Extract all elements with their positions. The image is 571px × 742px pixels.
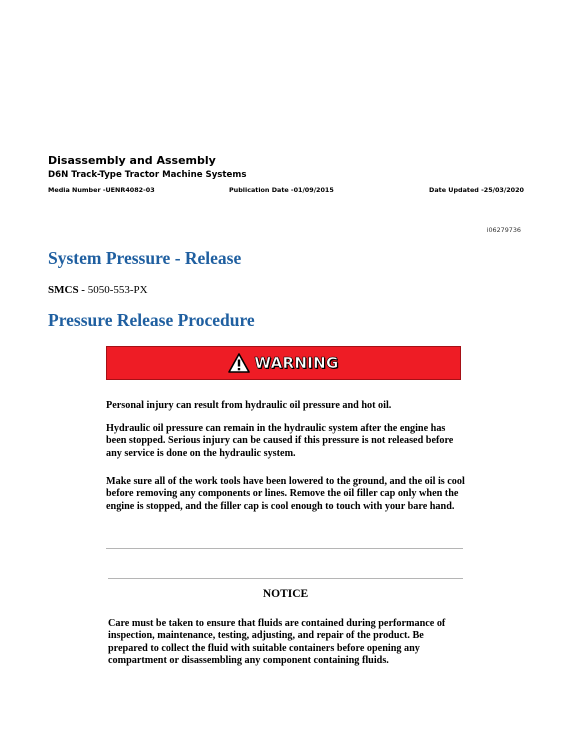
warning-paragraph-2: Hydraulic oil pressure can remain in the hydraulic system after the engine has been stopped. Serious injury can be caused if this pressure is not released before any service is done on the hydraulic system.	[106, 423, 454, 459]
warning-paragraph-3: Make sure all of the work tools have been lowered to the ground, and the oil is cool before removing any components or lines. Remove the oil filler cap only when the engine is stopped, and the filler cap is cool enough to touch with your bare hand.	[106, 476, 465, 512]
warning-triangle-icon	[228, 353, 250, 373]
notice-title: NOTICE	[262, 588, 309, 600]
warning-label: WARNING	[254, 354, 339, 372]
media-number: Media Number -UENR4082-03	[48, 186, 155, 194]
metadata-row	[48, 186, 524, 198]
publication-date: Publication Date -01/09/2015	[229, 186, 334, 194]
document-id: i06279736	[486, 226, 521, 234]
divider	[106, 548, 463, 549]
divider	[108, 578, 463, 579]
smcs-line	[48, 284, 148, 296]
date-updated: Date Updated -25/03/2020	[429, 186, 524, 194]
document-title: Disassembly and Assembly	[48, 154, 216, 167]
smcs-label: SMCS -	[48, 284, 85, 296]
smcs-code: 5050-553-PX	[87, 284, 148, 296]
warning-paragraph-1: Personal injury can result from hydraulic oil pressure and hot oil.	[106, 400, 392, 411]
notice-text: Care must be taken to ensure that fluids are contained during performance of inspection, maintenance, testing, adjusting, and repair of the product. Be prepared to collect the fluid with suitable containers before opening any compartment or disassembling any component containing fluids.	[108, 618, 446, 667]
procedure-title: Pressure Release Procedure	[48, 310, 255, 330]
section-title: System Pressure - Release	[48, 248, 242, 268]
document-subtitle: D6N Track-Type Tractor Machine Systems	[48, 170, 247, 180]
warning-banner	[106, 346, 461, 380]
